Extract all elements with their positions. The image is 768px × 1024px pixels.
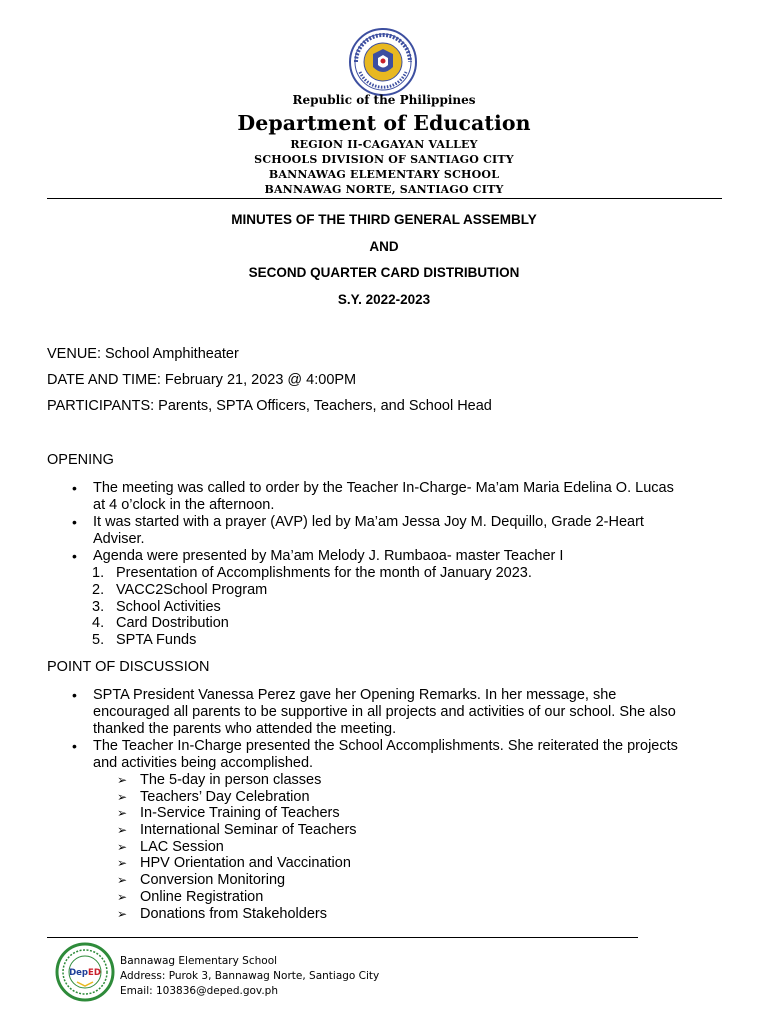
deped-seal-icon <box>348 27 418 97</box>
school-line: BANNAWAG ELEMENTARY SCHOOL <box>268 168 500 181</box>
republic-heading: Republic of the Philippines <box>292 93 476 107</box>
agenda-number: 3. <box>92 599 105 615</box>
school-logo-icon <box>55 942 115 1002</box>
document-title-line1: MINUTES OF THE THIRD GENERAL ASSEMBLY <box>231 212 537 227</box>
discussion-item-1-line1: SPTA President Vanessa Perez gave her Opening Remarks. In her message, she <box>93 687 617 703</box>
agenda-number: 4. <box>92 615 105 631</box>
arrow-bullet-icon: ➢ <box>117 873 128 887</box>
department-heading: Department of Education <box>237 111 531 135</box>
opening-heading: OPENING <box>47 452 114 468</box>
agenda-item: VACC2School Program <box>116 582 268 598</box>
svg-text:DepED: DepED <box>69 968 101 978</box>
arrow-bullet-icon: ➢ <box>117 773 128 787</box>
accomplishment-item: HPV Orientation and Vaccination <box>140 855 351 871</box>
document-title-line4: S.Y. 2022-2023 <box>337 292 431 307</box>
discussion-item-2-line2: and activities being accomplished. <box>93 755 314 771</box>
arrow-bullet-icon: ➢ <box>117 790 128 804</box>
arrow-bullet-icon: ➢ <box>117 907 128 921</box>
discussion-item-1-line2: encouraged all parents to be supportive in all projects and activities of our school. She also <box>93 704 676 720</box>
agenda-number: 5. <box>92 632 105 648</box>
participants-text: PARTICIPANTS: Parents, SPTA Officers, Teachers, and School Head <box>47 398 492 414</box>
arrow-bullet-icon: ➢ <box>117 840 128 854</box>
agenda-item: SPTA Funds <box>116 632 197 648</box>
bullet-icon: • <box>72 514 77 530</box>
discussion-item-1-line3: thanked the parents who attended the meeting. <box>93 721 397 737</box>
agenda-item: School Activities <box>116 599 221 615</box>
accomplishment-item: International Seminar of Teachers <box>140 822 357 838</box>
footer-email: Email: 103836@deped.gov.ph <box>120 985 278 997</box>
accomplishment-item: Online Registration <box>140 889 264 905</box>
bullet-icon: • <box>72 738 77 754</box>
accomplishment-item: Donations from Stakeholders <box>140 906 327 922</box>
agenda-item: Presentation of Accomplishments for the month of January 2023. <box>116 565 532 581</box>
footer-school-name: Bannawag Elementary School <box>120 955 278 967</box>
accomplishment-item: LAC Session <box>140 839 224 855</box>
accomplishment-item: The 5-day in person classes <box>140 772 322 788</box>
arrow-bullet-icon: ➢ <box>117 890 128 904</box>
footer-address: Address: Purok 3, Bannawag Norte, Santiago City <box>120 970 380 982</box>
discussion-item-2-line1: The Teacher In-Charge presented the School Accomplishments. She reiterated the projects <box>93 738 678 754</box>
agenda-item: Card Dostribution <box>116 615 229 631</box>
document-title-line3: SECOND QUARTER CARD DISTRIBUTION <box>248 265 520 280</box>
agenda-number: 1. <box>92 565 105 581</box>
document-title-line2: AND <box>369 239 399 254</box>
arrow-bullet-icon: ➢ <box>117 856 128 870</box>
accomplishment-item: Teachers’ Day Celebration <box>140 789 310 805</box>
bullet-icon: • <box>72 548 77 564</box>
arrow-bullet-icon: ➢ <box>117 806 128 820</box>
opening-item-1-line2: at 4 o’clock in the afternoon. <box>93 497 275 513</box>
accomplishment-item: Conversion Monitoring <box>140 872 286 888</box>
bullet-icon: • <box>72 687 77 703</box>
header-divider <box>47 198 722 199</box>
opening-item-2-line2: Adviser. <box>93 531 145 547</box>
discussion-heading: POINT OF DISCUSSION <box>47 659 210 675</box>
division-line: SCHOOLS DIVISION OF SANTIAGO CITY <box>254 153 514 166</box>
arrow-bullet-icon: ➢ <box>117 823 128 837</box>
region-line: REGION II-CAGAYAN VALLEY <box>290 138 478 151</box>
opening-item-2-line1: It was started with a prayer (AVP) led by Ma’am Jessa Joy M. Dequillo, Grade 2-Heart <box>93 514 644 530</box>
footer-divider <box>47 937 638 938</box>
opening-item-3-line1: Agenda were presented by Ma’am Melody J. Rumbaoa- master Teacher I <box>93 548 564 564</box>
venue-text: VENUE: School Amphitheater <box>47 346 239 362</box>
accomplishment-item: In-Service Training of Teachers <box>140 805 340 821</box>
address-line: BANNAWAG NORTE, SANTIAGO CITY <box>264 183 504 196</box>
agenda-number: 2. <box>92 582 105 598</box>
date-time-text: DATE AND TIME: February 21, 2023 @ 4:00PM <box>47 372 357 388</box>
bullet-icon: • <box>72 480 77 496</box>
opening-item-1-line1: The meeting was called to order by the Teacher In-Charge- Ma’am Maria Edelina O. Lucas <box>93 480 674 496</box>
